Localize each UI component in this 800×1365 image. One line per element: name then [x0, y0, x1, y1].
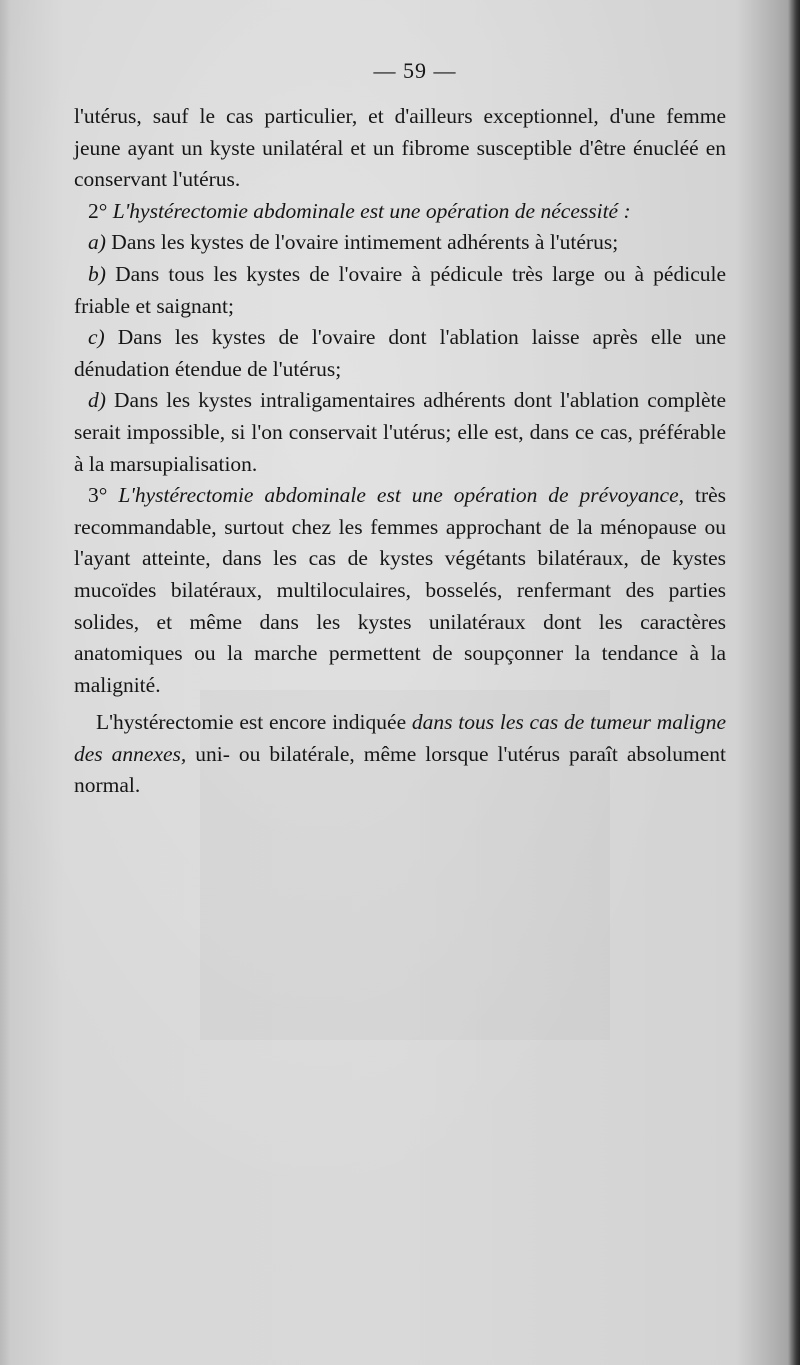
paragraph-2-number: 2° [88, 198, 108, 223]
list-item-d [74, 385, 726, 480]
paragraph-4 [74, 707, 726, 802]
page-right-edge [788, 0, 800, 1365]
list-label-a: a) [88, 230, 106, 255]
paragraph-3-number: 3° [88, 483, 108, 508]
list-text-b: Dans tous les kystes de l'ovaire à pédicule très large ou à pédicule friable et saignant; [74, 261, 726, 318]
paragraph-4-italic: dans tous les cas de tumeur maligne des annexes, [74, 710, 727, 766]
list-label-d: d) [88, 388, 106, 413]
body-text [74, 101, 726, 802]
paragraph-2-heading [74, 196, 726, 228]
list-text-c: Dans les kystes de l'ovaire dont l'ablation laisse après elle une dénudation étendue de l'utérus; [74, 325, 726, 381]
list-label-b: b) [88, 261, 106, 286]
page-number: — 59 — [373, 58, 457, 83]
list-item-c [74, 322, 726, 385]
list-label-c: c) [88, 325, 105, 350]
paragraph-1: l'utérus, sauf le cas particulier, et d'ailleurs exceptionnel, d'une femme jeune ayant un kyste unilatéral et un fibrome susceptible d'être énucléé en conservant l'utérus. [74, 104, 726, 192]
list-text-d: Dans les kystes intraligamentaires adhérents dont l'ablation complète serait impossible, si l'on conservait l'utérus; elle est, dans ce cas, préférable à la marsupialisation. [74, 388, 727, 476]
list-item-b [74, 259, 726, 322]
paragraph-4-end: uni- ou bilatérale, même lorsque l'utérus paraît absolument normal. [74, 741, 727, 798]
paragraph-3-text: très recommandable, surtout chez les femmes approchant de la ménopause ou l'ayant atteinte, dans les cas de kystes végétants bilatéraux, de kystes mucoïdes bilatéraux, multiloculaires, bosselés, renfermant des parties solides, et même dans les kystes unilatéraux dont les caractères anatomiques ou la marche permettent de soupçonner la tendance à la malignité. [74, 483, 727, 697]
paragraph-4-start: L'hystérectomie est encore indiquée [96, 710, 407, 735]
paragraph-3 [74, 480, 726, 701]
paragraph-3-italic: L'hystérectomie abdominale est une opération de prévoyance, [118, 483, 685, 508]
page-left-shadow [0, 0, 10, 1365]
list-text-a: Dans les kystes de l'ovaire intimement adhérents à l'utérus; [111, 230, 619, 255]
list-item-a [74, 227, 726, 259]
paragraph-2-italic: L'hystérectomie abdominale est une opération de nécessité : [112, 198, 631, 223]
